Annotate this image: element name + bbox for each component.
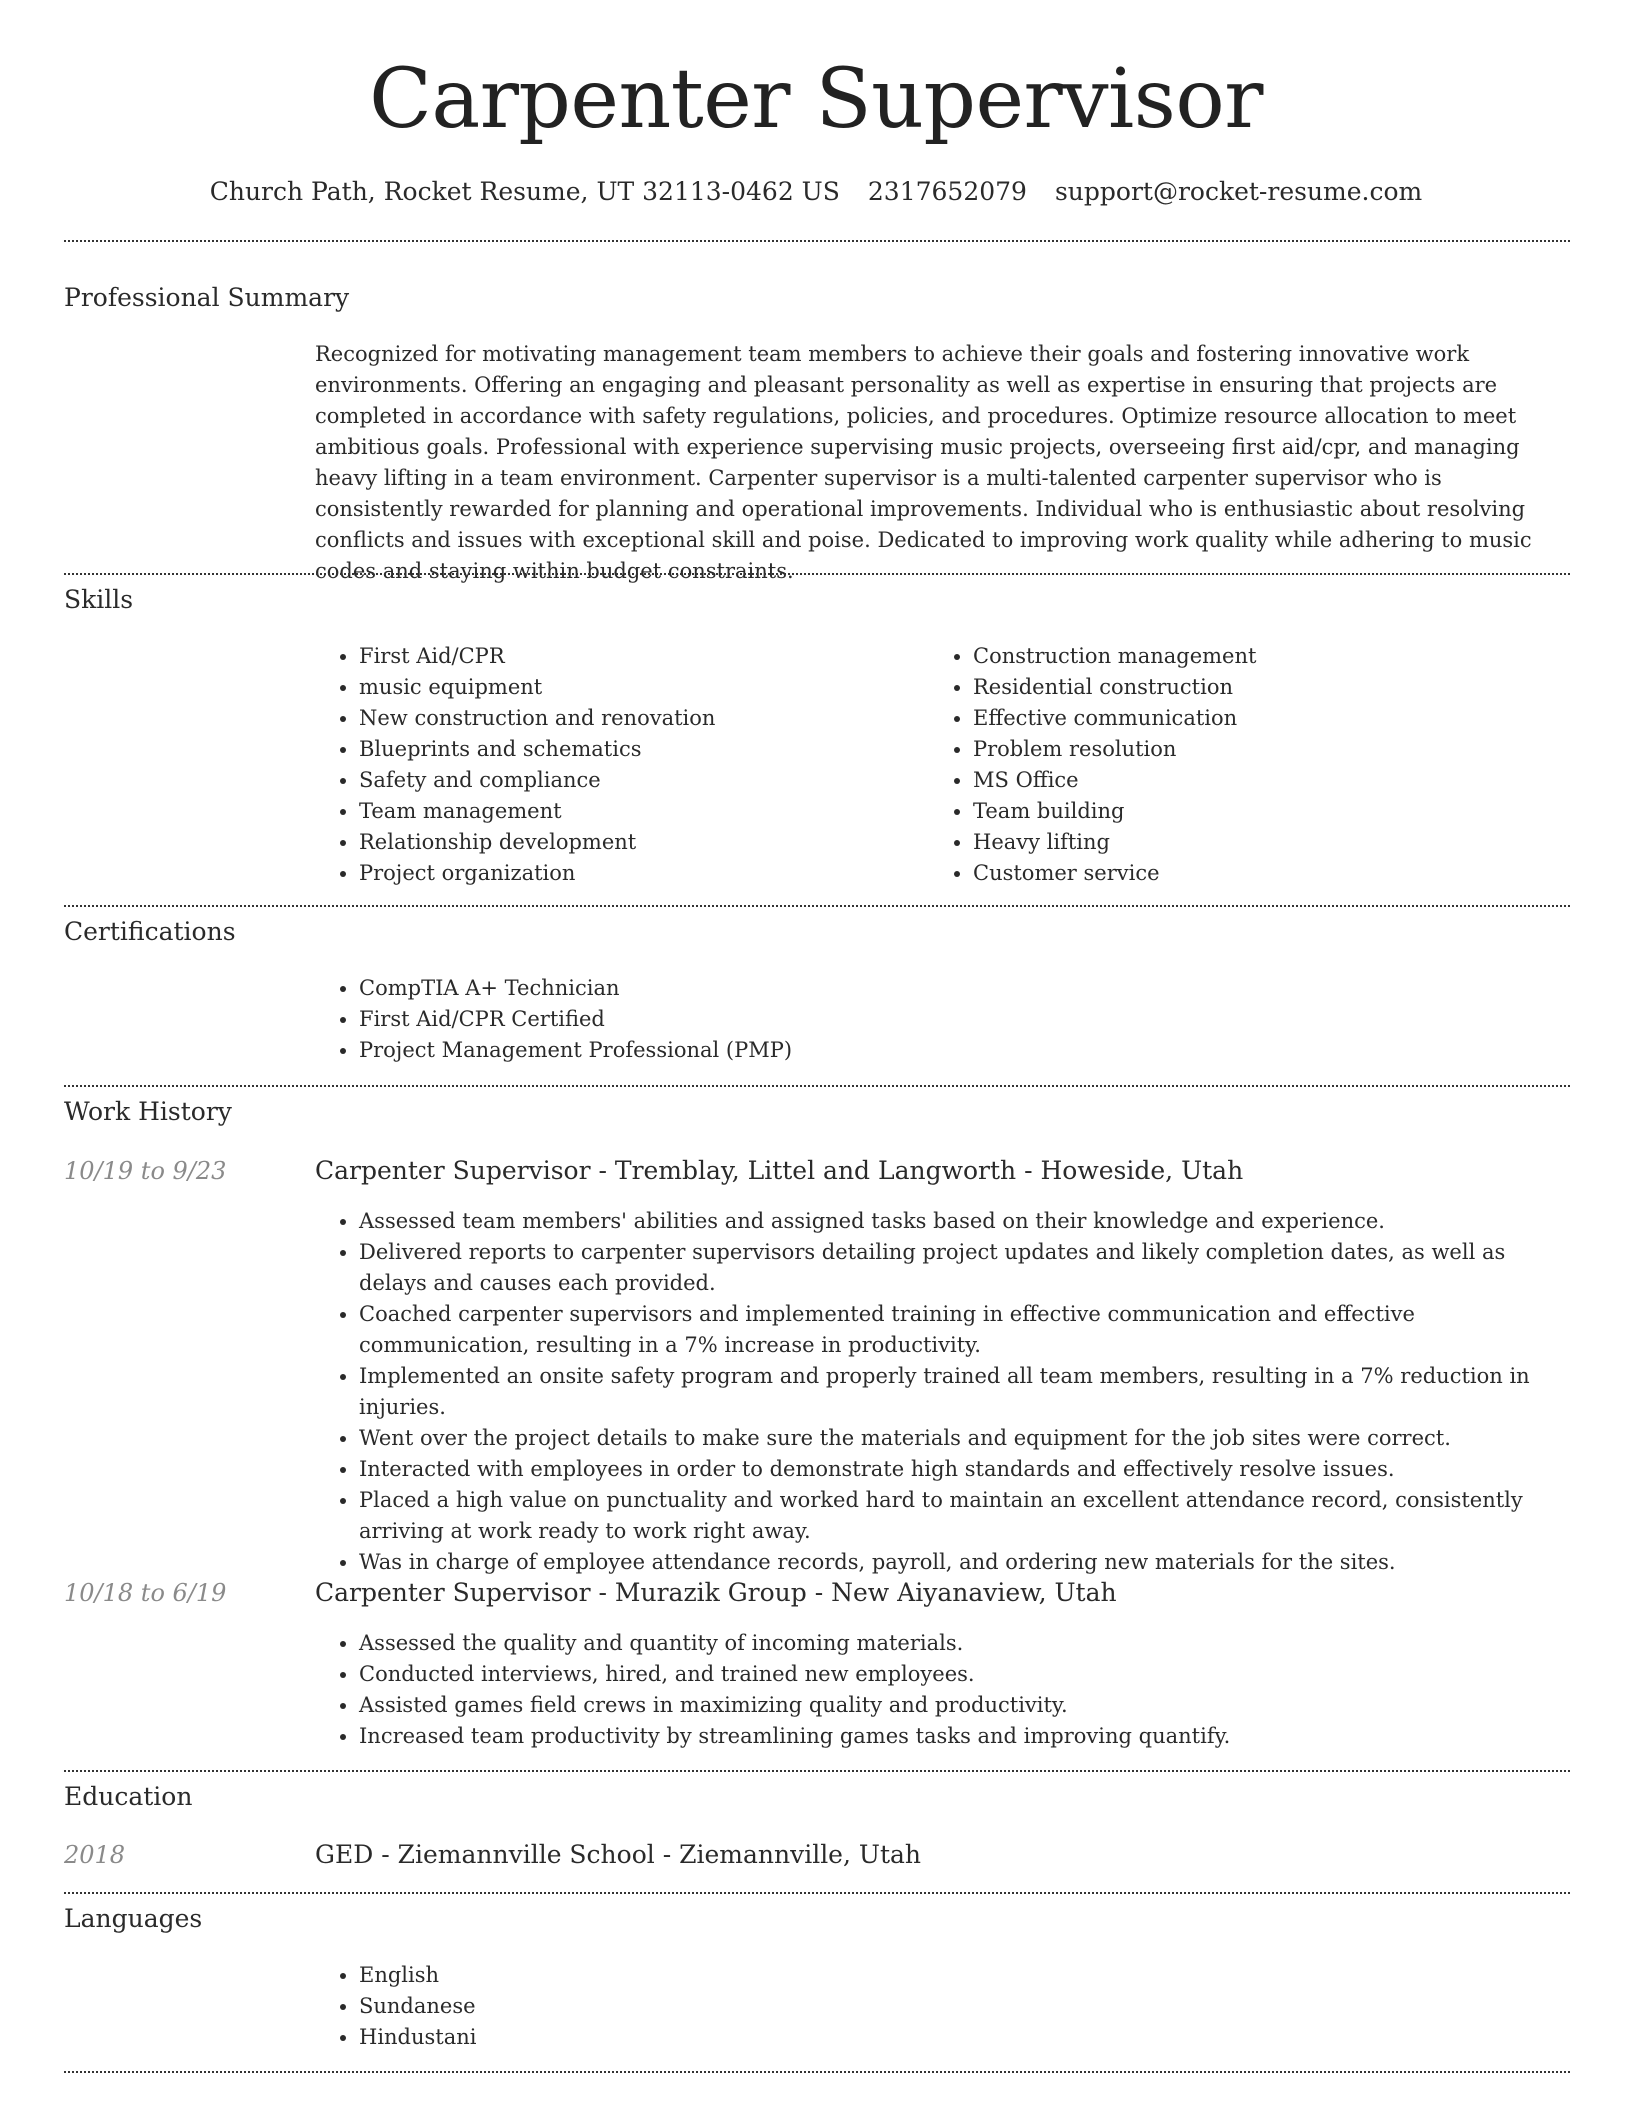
summary-heading: Professional Summary [64, 283, 350, 312]
job-bullet: • Assessed the quality and quantity of incoming materials. [359, 1628, 1570, 1659]
certification-item: • Project Management Professional (PMP) [359, 1035, 1570, 1066]
skill-item: • Team building [973, 796, 1529, 827]
summary-section [315, 339, 1570, 587]
contact-line [0, 176, 1632, 208]
skill-item: • Residential construction [973, 672, 1529, 703]
skill-item: • Heavy lifting [973, 827, 1529, 858]
job-bullet: • Placed a high value on punctuality and worked hard to maintain an excellent attendance record, consistently arriving at work ready to work right away. [359, 1485, 1570, 1547]
divider [64, 2071, 1570, 2073]
job-bullet: • Was in charge of employee attendance records, payroll, and ordering new materials for the sites. [359, 1547, 1570, 1578]
languages-heading: Languages [64, 1904, 203, 1933]
job-bullets [315, 1628, 1570, 1752]
skill-item: • Blueprints and schematics [359, 734, 915, 765]
address-text: Church Path, Rocket Resume, UT 32113-0462 US [209, 177, 840, 206]
skills-column-right [929, 641, 1529, 889]
email-link[interactable]: support@rocket-resume.com [1054, 177, 1423, 206]
resume-header [0, 52, 1632, 208]
skill-item: • Project organization [359, 858, 915, 889]
skill-item: • Customer service [973, 858, 1529, 889]
skill-item: • music equipment [359, 672, 915, 703]
languages-list [315, 1960, 1570, 2053]
divider [64, 573, 1570, 575]
job-bullet: • Implemented an onsite safety program and properly trained all team members, resulting in a 7% reduction in injuries. [359, 1361, 1570, 1423]
skill-item: • Safety and compliance [359, 765, 915, 796]
education-year: 2018 [64, 1841, 126, 1869]
candidate-name: Carpenter Supervisor [369, 52, 1263, 147]
job-bullet: • Went over the project details to make sure the materials and equipment for the job sites were correct. [359, 1423, 1570, 1454]
job-bullet: • Coached carpenter supervisors and implemented training in effective communication and effective communication, resulting in a 7% increase in productivity. [359, 1299, 1570, 1361]
divider [64, 1892, 1570, 1894]
skills-column-left [315, 641, 915, 889]
job-dates: 10/18 to 6/19 [64, 1579, 227, 1607]
skill-item: • Problem resolution [973, 734, 1529, 765]
skill-item: • New construction and renovation [359, 703, 915, 734]
divider [64, 905, 1570, 907]
divider [64, 240, 1570, 242]
work-history-heading: Work History [64, 1097, 232, 1126]
skills-heading: Skills [64, 585, 134, 614]
job-bullet: • Conducted interviews, hired, and trained new employees. [359, 1659, 1570, 1690]
skill-item: • MS Office [973, 765, 1529, 796]
certifications-heading: Certifications [64, 917, 236, 946]
skill-item: • Effective communication [973, 703, 1529, 734]
language-item: • English [359, 1960, 1570, 1991]
certification-item: • First Aid/CPR Certified [359, 1004, 1570, 1035]
job-bullet: • Assisted games field crews in maximizing quality and productivity. [359, 1690, 1570, 1721]
job-bullet: • Interacted with employees in order to demonstrate high standards and effectively resolve issues. [359, 1454, 1570, 1485]
divider [64, 1770, 1570, 1772]
certification-item: • CompTIA A+ Technician [359, 973, 1570, 1004]
phone-text: 2317652079 [867, 177, 1027, 206]
language-item: • Hindustani [359, 2022, 1570, 2053]
job-title: Carpenter Supervisor - Tremblay, Littel and Langworth - Howeside, Utah [315, 1156, 1244, 1185]
skill-item: • Construction management [973, 641, 1529, 672]
job-title: Carpenter Supervisor - Murazik Group - New Aiyanaview, Utah [315, 1578, 1117, 1607]
job-dates: 10/19 to 9/23 [64, 1157, 227, 1185]
education-heading: Education [64, 1782, 193, 1811]
skill-item: • Relationship development [359, 827, 915, 858]
skill-item: • Team management [359, 796, 915, 827]
job-bullet: • Assessed team members' abilities and assigned tasks based on their knowledge and experience. [359, 1206, 1570, 1237]
language-item: • Sundanese [359, 1991, 1570, 2022]
job-bullets [315, 1206, 1570, 1578]
education-title: GED - Ziemannville School - Ziemannville, Utah [315, 1840, 921, 1869]
certifications-list [315, 973, 1570, 1066]
job-bullet: • Delivered reports to carpenter supervisors detailing project updates and likely completion dates, as well as delays and causes each provided. [359, 1237, 1570, 1299]
job-bullet: • Increased team productivity by streamlining games tasks and improving quantify. [359, 1721, 1570, 1752]
divider [64, 1085, 1570, 1087]
skill-item: • First Aid/CPR [359, 641, 915, 672]
summary-text: Recognized for motivating management team members to achieve their goals and fostering innovative work environments. Offering an engaging and pleasant personality as well as expertise in ensuring that projects are completed in accordance with safety regulations, policies, and procedures. Optimize resource allocation to meet ambitious goals. Professional with experience supervising music projects, overseeing first aid/cpr, and managing heavy lifting in a team environment. Carpenter supervisor is a multi-talented carpenter supervisor who is consistently rewarded for planning and operational improvements. Individual who is enthusiastic about resolving conflicts and issues with exceptional skill and poise. Dedicated to improving work quality while adhering to music codes and staying within budget constraints. [315, 342, 1532, 583]
